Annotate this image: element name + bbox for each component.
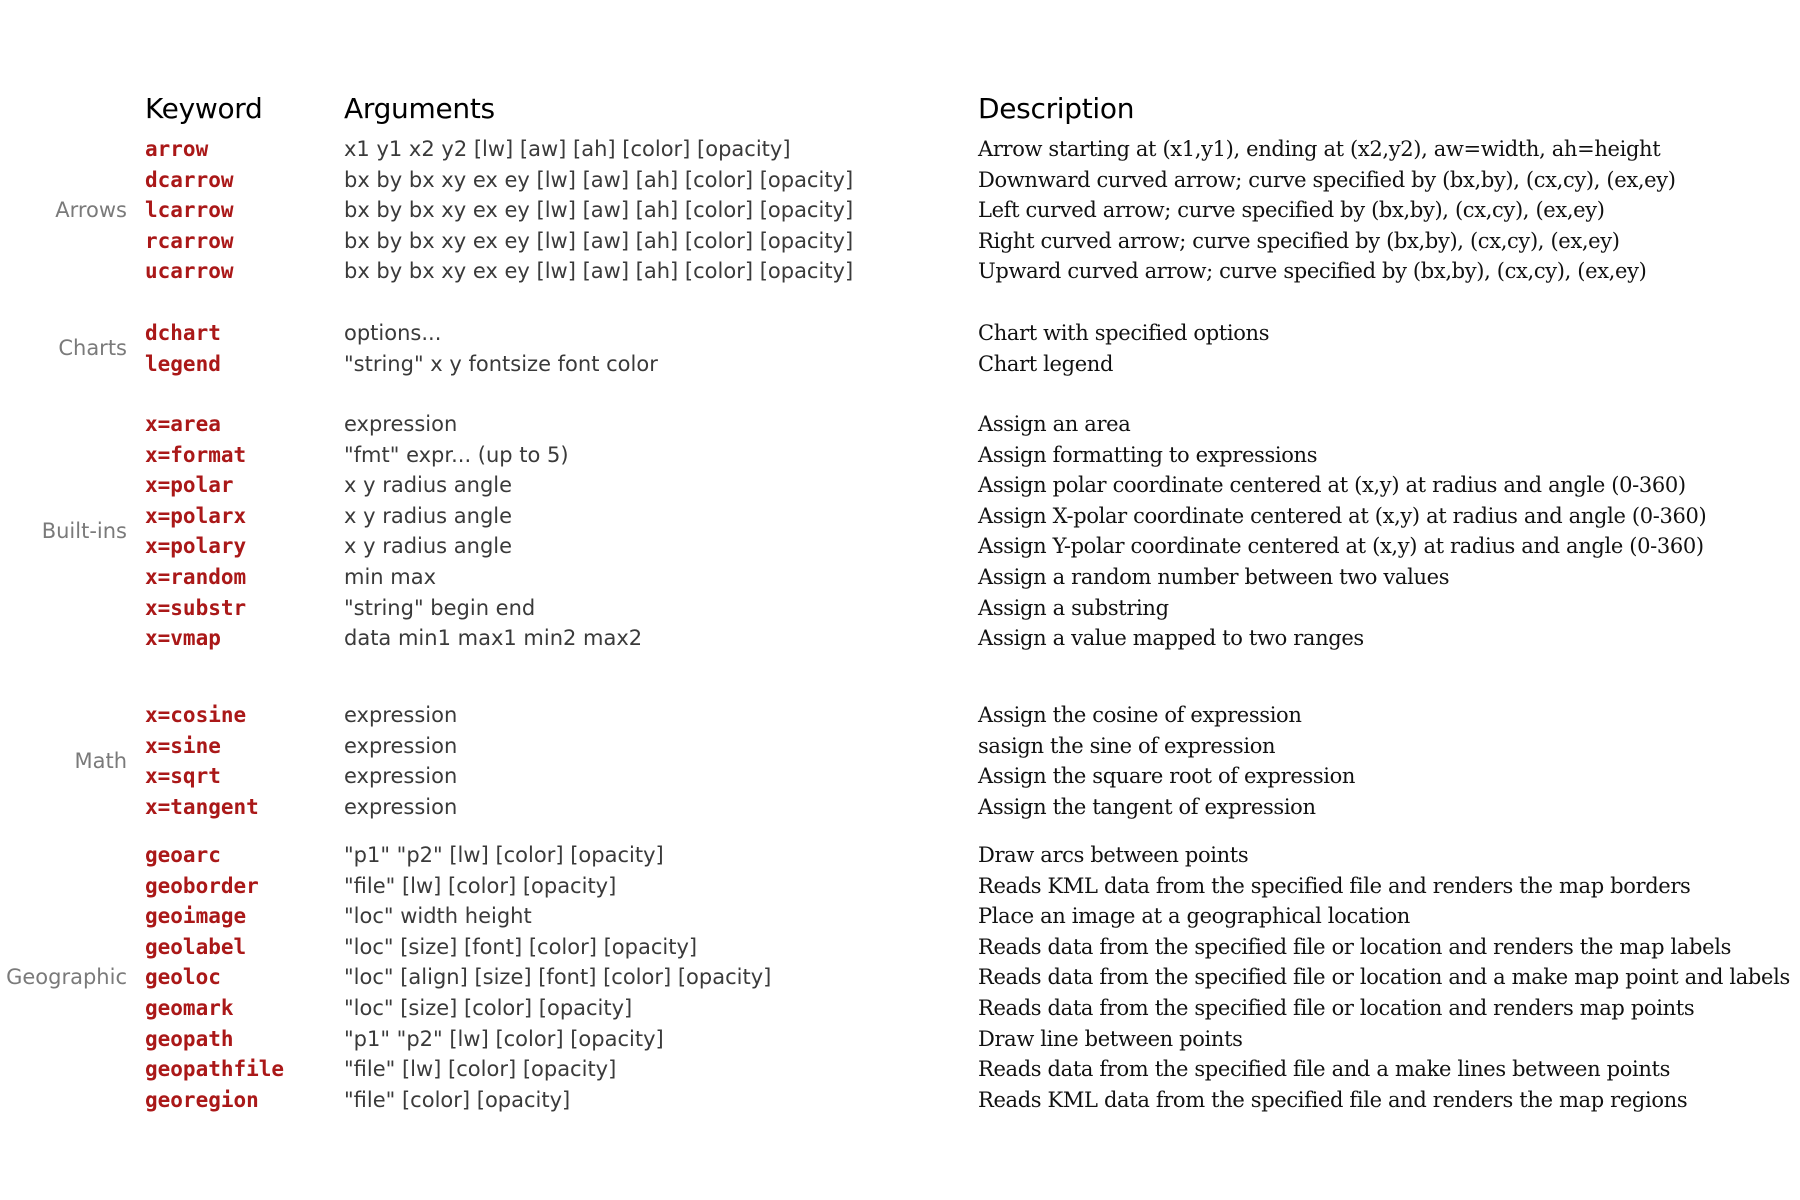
arguments-cell: "loc" [size] [font] [color] [opacity] <box>344 934 698 959</box>
arguments-cell: x y radius angle <box>344 473 513 498</box>
table-row <box>0 840 1800 871</box>
description-cell: Reads data from the specified file or location and a make map point and labels <box>978 965 1790 990</box>
keyword-cell: ucarrow <box>145 259 234 284</box>
arguments-cell: options... <box>344 321 442 345</box>
keyword-cell: x=sine <box>145 733 221 758</box>
keyword-cell: arrow <box>145 137 209 161</box>
header-arguments: Arguments <box>344 92 495 125</box>
description-cell: Assign the cosine of expression <box>978 703 1302 727</box>
keyword-cell: x=sqrt <box>145 764 221 789</box>
arguments-cell: min max <box>344 565 437 589</box>
keyword-cell: geomark <box>145 996 234 1020</box>
table-row <box>0 962 1800 993</box>
table-row <box>0 195 1800 226</box>
description-cell: Assign X-polar coordinate centered at (x,y) at radius and angle (0-360) <box>978 503 1707 528</box>
description-cell: Chart legend <box>978 351 1114 376</box>
description-cell: Place an image at a geographical location <box>978 904 1410 929</box>
description-cell: Assign a random number between two values <box>978 565 1450 589</box>
keyword-cell: geoarc <box>145 843 221 867</box>
description-cell: Reads data from the specified file or location and renders the map labels <box>978 934 1732 959</box>
keyword-cell: dchart <box>145 321 221 345</box>
keyword-cell: geoborder <box>145 873 259 898</box>
description-cell: Draw line between points <box>978 1026 1243 1051</box>
arguments-cell: bx by bx xy ex ey [lw] [aw] [ah] [color] [opacity] <box>344 167 854 192</box>
description-cell: Assign the square root of expression <box>978 764 1356 789</box>
description-cell: Assign an area <box>978 412 1131 436</box>
keyword-cell: geolabel <box>145 934 247 959</box>
table-row <box>0 165 1800 196</box>
keyword-cell: dcarrow <box>145 167 234 192</box>
arguments-cell: "file" [color] [opacity] <box>344 1087 571 1112</box>
table-row <box>0 531 1800 562</box>
table-row <box>0 562 1800 593</box>
arguments-cell: expression <box>344 764 458 789</box>
description-cell: sasign the sine of expression <box>978 733 1276 758</box>
keyword-cell: lcarrow <box>145 198 234 223</box>
group-label: Geographic <box>6 965 127 990</box>
table-row <box>0 409 1800 440</box>
group-label: Math <box>74 748 127 773</box>
keyword-cell: x=random <box>145 565 247 589</box>
description-cell: Assign formatting to expressions <box>978 442 1318 467</box>
table-row <box>0 440 1800 471</box>
description-cell: Right curved arrow; curve specified by (bx,by), (cx,cy), (ex,ey) <box>978 228 1620 253</box>
arguments-cell: "file" [lw] [color] [opacity] <box>344 873 617 898</box>
description-cell: Assign the tangent of expression <box>978 794 1316 819</box>
arguments-cell: "p1" "p2" [lw] [color] [opacity] <box>344 1026 664 1051</box>
group-label: Arrows <box>55 198 127 223</box>
table-row <box>0 731 1800 762</box>
table-row <box>0 901 1800 932</box>
group-label: Built-ins <box>41 519 127 544</box>
table-row <box>0 593 1800 624</box>
keyword-cell: x=vmap <box>145 626 221 651</box>
description-cell: Reads KML data from the specified file and renders the map regions <box>978 1087 1688 1112</box>
description-cell: Assign a substring <box>978 595 1169 620</box>
table-row <box>0 993 1800 1024</box>
arguments-cell: bx by bx xy ex ey [lw] [aw] [ah] [color] [opacity] <box>344 198 854 223</box>
keyword-cell: x=cosine <box>145 703 247 727</box>
keyword-cell: geopath <box>145 1026 234 1051</box>
table-row <box>0 1085 1800 1116</box>
keyword-cell: x=area <box>145 412 221 436</box>
description-cell: Assign a value mapped to two ranges <box>978 626 1364 651</box>
arguments-cell: "loc" [align] [size] [font] [color] [opacity] <box>344 965 772 990</box>
table-row <box>0 871 1800 902</box>
keyword-cell: x=tangent <box>145 794 259 819</box>
table-row <box>0 470 1800 501</box>
arguments-cell: x y radius angle <box>344 534 513 559</box>
description-cell: Reads KML data from the specified file and renders the map borders <box>978 873 1691 898</box>
keyword-cell: geoloc <box>145 965 221 990</box>
arguments-cell: "loc" width height <box>344 904 532 929</box>
arguments-cell: x y radius angle <box>344 503 513 528</box>
description-cell: Assign polar coordinate centered at (x,y) at radius and angle (0-360) <box>978 473 1686 498</box>
header-keyword: Keyword <box>145 92 263 125</box>
table-row <box>0 256 1800 287</box>
arguments-cell: "string" x y fontsize font color <box>344 351 658 376</box>
table-row <box>0 1054 1800 1085</box>
keyword-cell: x=polarx <box>145 503 247 528</box>
arguments-cell: "file" [lw] [color] [opacity] <box>344 1057 617 1082</box>
keyword-cell: geopathfile <box>145 1057 285 1082</box>
arguments-cell: expression <box>344 703 458 727</box>
table-row <box>0 134 1800 165</box>
arguments-cell: "loc" [size] [color] [opacity] <box>344 996 633 1020</box>
arguments-cell: "string" begin end <box>344 595 536 620</box>
table-row <box>0 318 1800 349</box>
table-row <box>0 623 1800 654</box>
arguments-cell: expression <box>344 412 458 436</box>
arguments-cell: expression <box>344 794 458 819</box>
header-description: Description <box>978 92 1135 125</box>
table-row <box>0 226 1800 257</box>
table-row <box>0 1024 1800 1055</box>
table-row <box>0 700 1800 731</box>
table-row <box>0 349 1800 380</box>
keyword-cell: legend <box>145 351 221 376</box>
keyword-cell: x=polar <box>145 473 234 498</box>
arguments-cell: "p1" "p2" [lw] [color] [opacity] <box>344 843 664 867</box>
table-row <box>0 501 1800 532</box>
arguments-cell: data min1 max1 min2 max2 <box>344 626 643 651</box>
keyword-cell: x=format <box>145 442 247 467</box>
description-cell: Upward curved arrow; curve specified by (bx,by), (cx,cy), (ex,ey) <box>978 259 1647 284</box>
table-row <box>0 932 1800 963</box>
keyword-cell: rcarrow <box>145 228 234 253</box>
arguments-cell: bx by bx xy ex ey [lw] [aw] [ah] [color] [opacity] <box>344 228 854 253</box>
keyword-cell: x=polary <box>145 534 247 559</box>
arguments-cell: "fmt" expr... (up to 5) <box>344 442 569 467</box>
description-cell: Left curved arrow; curve specified by (bx,by), (cx,cy), (ex,ey) <box>978 198 1605 223</box>
keyword-cell: x=substr <box>145 595 247 620</box>
group-label: Charts <box>58 336 127 361</box>
arguments-cell: x1 y1 x2 y2 [lw] [aw] [ah] [color] [opacity] <box>344 137 791 161</box>
description-cell: Reads data from the specified file or location and renders map points <box>978 996 1695 1020</box>
description-cell: Downward curved arrow; curve specified by (bx,by), (cx,cy), (ex,ey) <box>978 167 1676 192</box>
description-cell: Assign Y-polar coordinate centered at (x,y) at radius and angle (0-360) <box>978 534 1704 559</box>
description-cell: Draw arcs between points <box>978 843 1249 867</box>
table-row <box>0 792 1800 823</box>
description-cell: Arrow starting at (x1,y1), ending at (x2,y2), aw=width, ah=height <box>978 137 1661 161</box>
description-cell: Chart with specified options <box>978 321 1270 345</box>
description-cell: Reads data from the specified file and a make lines between points <box>978 1057 1671 1082</box>
keyword-cell: geoimage <box>145 904 247 929</box>
table-row <box>0 761 1800 792</box>
arguments-cell: expression <box>344 733 458 758</box>
keyword-cell: georegion <box>145 1087 259 1112</box>
arguments-cell: bx by bx xy ex ey [lw] [aw] [ah] [color] [opacity] <box>344 259 854 284</box>
